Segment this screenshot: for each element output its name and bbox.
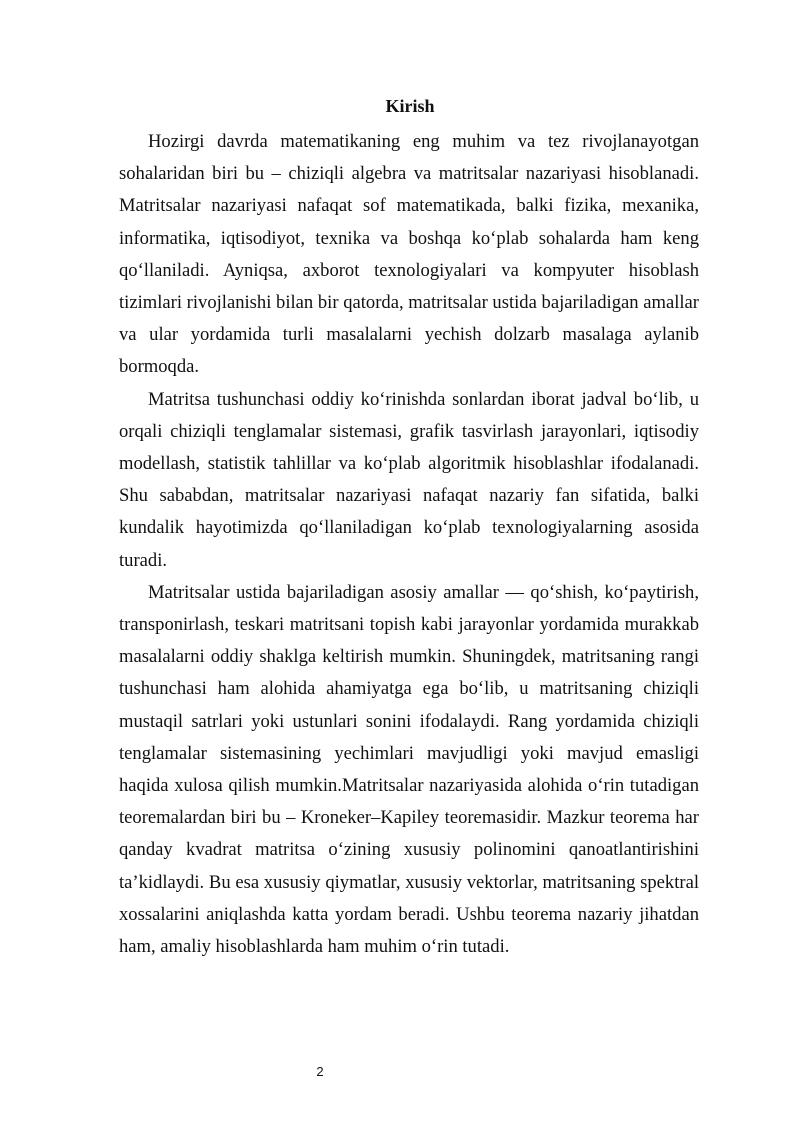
paragraph-1: Hozirgi davrda matematikaning eng muhim va tez rivojlanayotgan sohalaridan biri bu – chiziqli algebra va matritsalar nazariyasi hisoblanadi. Matritsalar nazariyasi nafaqat sof matematikada, balki fizika, mexanika, informatika, iqtisodiyot, texnika va boshqa ko‘plab sohalarda ham keng qo‘llaniladi. Ayniqsa, axborot texnologiyalari va kompyuter hisoblash tizimlari rivojlanishi bilan bir qatorda, matritsalar ustida bajariladigan amallar va ular yordamida turli masalalarni yechish dolzarb masalaga aylanib bormoqda. <box>119 131 699 378</box>
section-heading: Kirish <box>385 96 435 116</box>
page-number: 2 <box>316 1064 324 1079</box>
body-text <box>119 126 699 963</box>
paragraph-3: Matritsalar ustida bajariladigan asosiy amallar — qo‘shish, ko‘paytirish, transponirlash, teskari matritsani topish kabi jarayonlar yordamida murakkab masalalarni oddiy shaklga keltirish mumkin. Shuningdek, matritsaning rangi tushunchasi ham alohida ahamiyatga ega bo‘lib, u matritsaning chiziqli mustaqil satrlari yoki ustunlari sonini ifodalaydi. Rang yordamida chiziqli tenglamalar sistemasining yechimlari mavjudligi yoki mavjud emasligi haqida xulosa qilish mumkin.Matritsalar nazariyasida alohida o‘rin tutadigan teoremalardan biri bu – Kroneker–Kapiley teoremasidir. Mazkur teorema har qanday kvadrat matritsa o‘zining xususiy polinomini qanoatlantirishini ta’kidlaydi. Bu esa xususiy qiymatlar, xususiy vektorlar, matritsaning spektral xossalarini aniqlashda katta yordam beradi. Ushbu teorema nazariy jihatdan ham, amaliy hisoblashlarda ham muhim o‘rin tutadi. <box>119 581 699 958</box>
paragraph-2: Matritsa tushunchasi oddiy ko‘rinishda sonlardan iborat jadval bo‘lib, u orqali chiziqli tenglamalar sistemasi, grafik tasvirlash jarayonlari, iqtisodiy modellash, statistik tahlillar va ko‘plab algoritmik hisoblashlar ifodalanadi. Shu sababdan, matritsalar nazariyasi nafaqat nazariy fan sifatida, balki kundalik hayotimizda qo‘llaniladigan ko‘plab texnologiyalarning asosida turadi. <box>119 388 699 571</box>
